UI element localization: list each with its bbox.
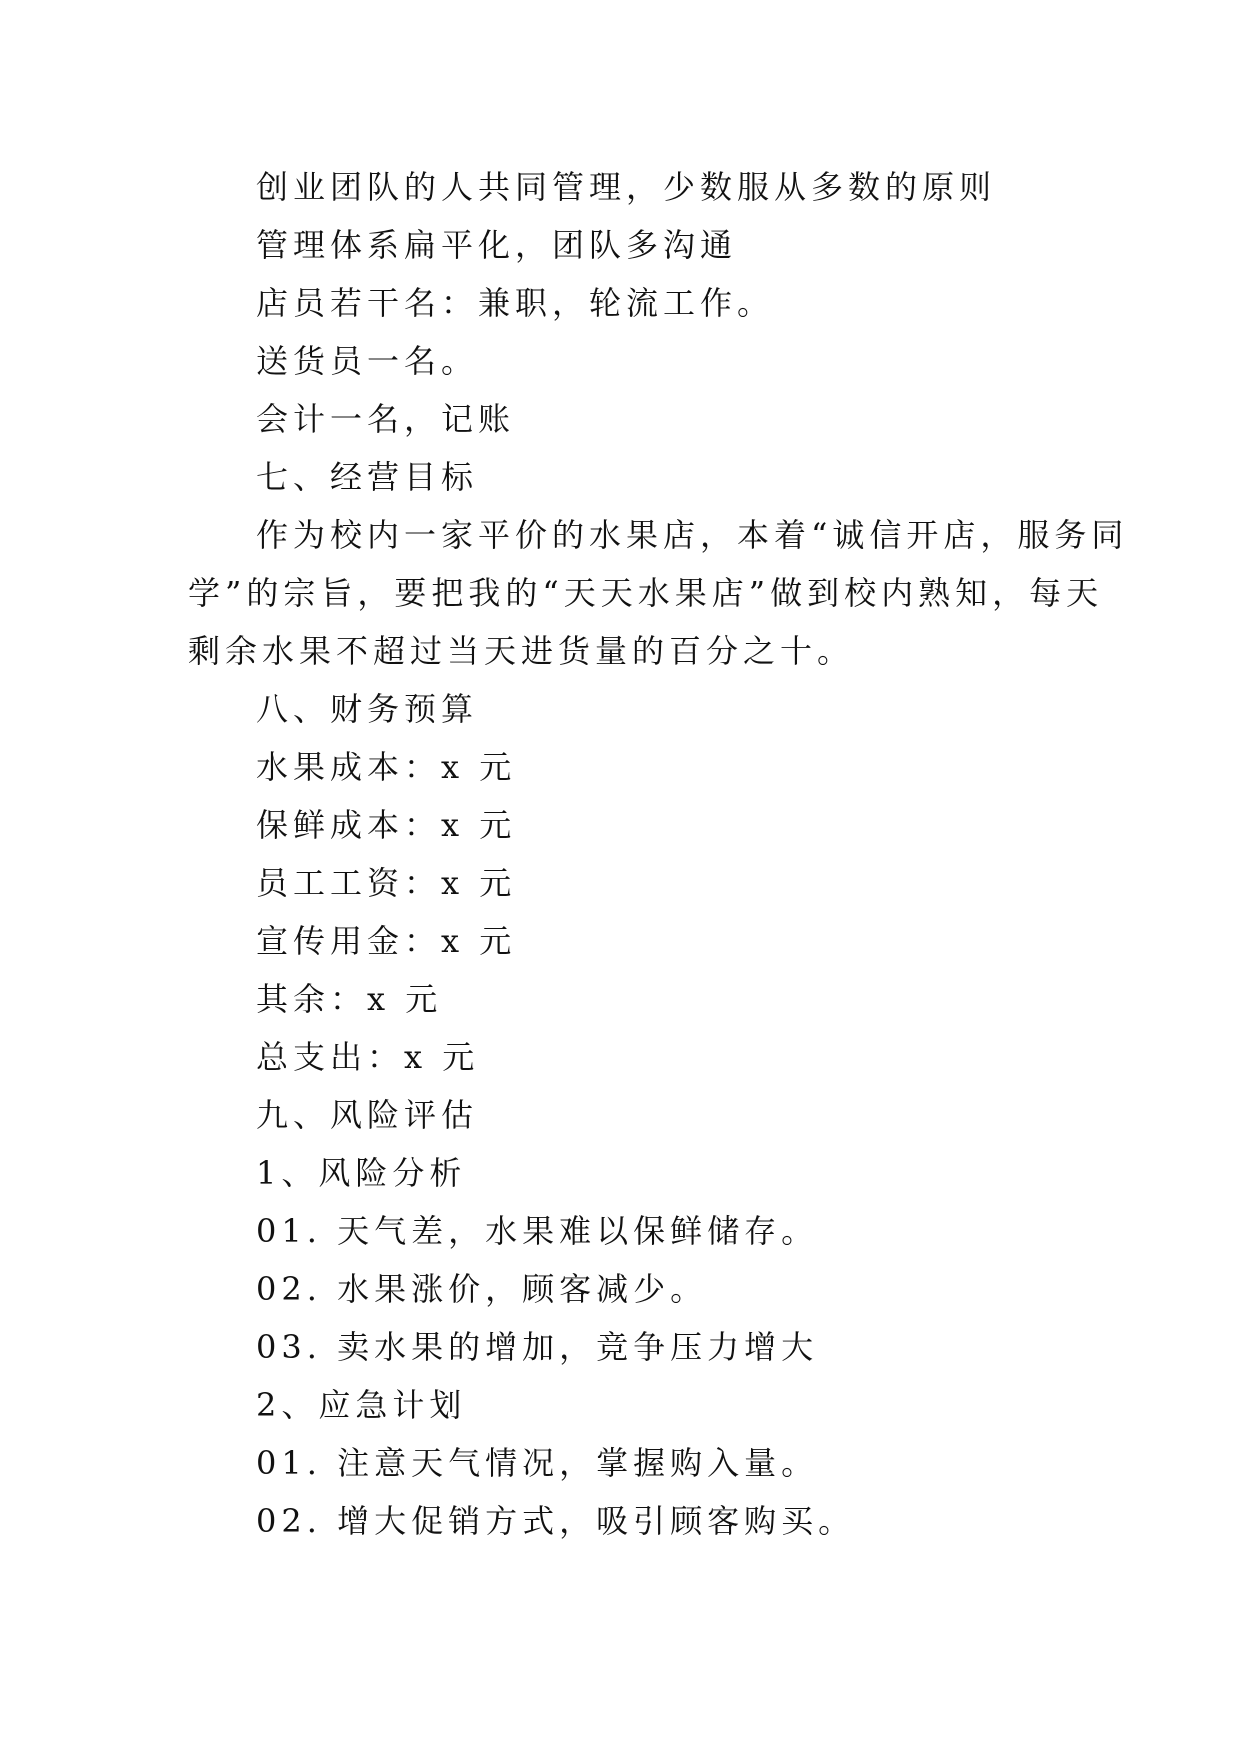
section-heading-budget: 八、财务预算	[256, 690, 479, 728]
risk-item-1: 01. 天气差，水果难以保鲜储存。	[256, 1212, 819, 1250]
text-line-clerks: 店员若干名：兼职，轮流工作。	[256, 284, 775, 322]
risk-item-2: 02. 水果涨价，顾客减少。	[256, 1270, 708, 1308]
text-line-management-principle: 创业团队的人共同管理，少数服从多数的原则	[256, 168, 997, 206]
budget-item-other: 其余：x 元	[256, 980, 443, 1018]
section-heading-risk: 九、风险评估	[256, 1096, 479, 1134]
budget-item-wages: 员工工资：x 元	[256, 864, 517, 902]
plan-item-1: 01. 注意天气情况，掌握购入量。	[256, 1444, 819, 1482]
paragraph-goal-line-1: 作为校内一家平价的水果店，本着“诚信开店，服务同	[256, 516, 1129, 554]
paragraph-goal-line-3: 剩余水果不超过当天进货量的百分之十。	[188, 632, 855, 670]
budget-item-fruit-cost: 水果成本：x 元	[256, 748, 517, 786]
budget-item-preservation-cost: 保鲜成本：x 元	[256, 806, 517, 844]
section-heading-business-goal: 七、经营目标	[256, 458, 479, 496]
risk-item-3: 03. 卖水果的增加，竞争压力增大	[256, 1328, 819, 1366]
subheading-emergency-plan: 2、应急计划	[256, 1386, 467, 1424]
plan-item-2: 02. 增大促销方式，吸引顾客购买。	[256, 1502, 856, 1540]
budget-item-promotion: 宣传用金：x 元	[256, 922, 517, 960]
text-line-accountant: 会计一名，记账	[256, 400, 516, 438]
text-line-flat-management: 管理体系扁平化，团队多沟通	[256, 226, 738, 264]
document-body	[188, 158, 1129, 1550]
subheading-risk-analysis: 1、风险分析	[256, 1154, 467, 1192]
budget-item-total: 总支出：x 元	[256, 1038, 480, 1076]
paragraph-goal-line-2: 学”的宗旨，要把我的“天天水果店”做到校内熟知，每天	[188, 574, 1104, 612]
text-line-delivery: 送货员一名。	[256, 342, 479, 380]
